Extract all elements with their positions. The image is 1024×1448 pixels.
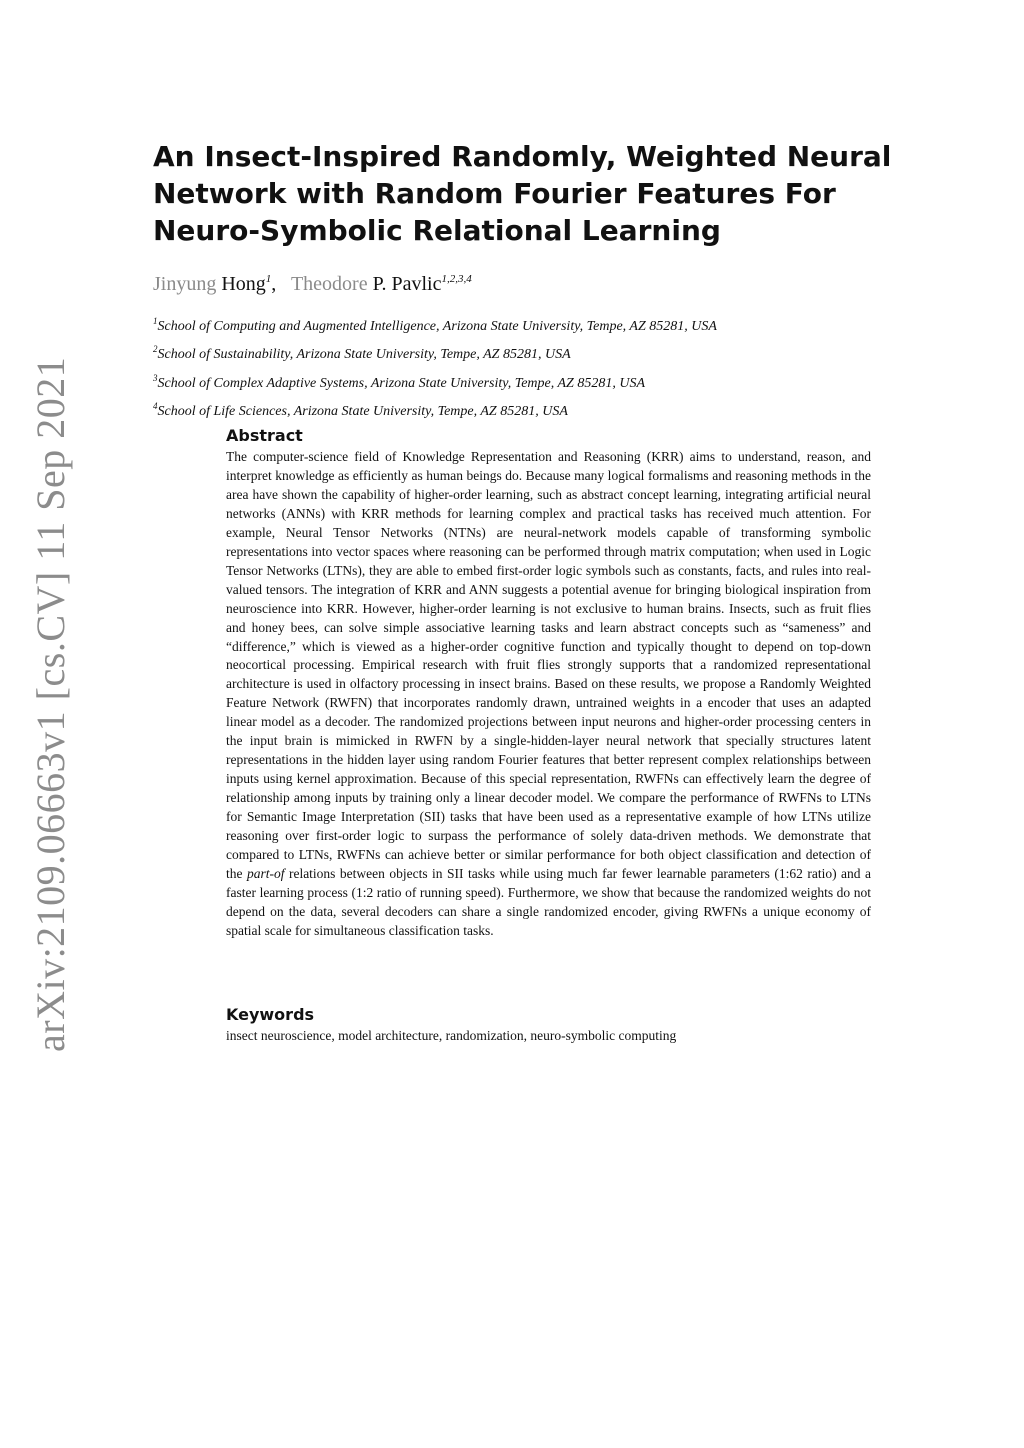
affiliation-3-number: 3 — [153, 372, 158, 383]
keywords-heading: Keywords — [226, 1005, 315, 1024]
affiliation-3-text: School of Complex Adaptive Systems, Arizona State University, Tempe, AZ 85281, USA — [157, 375, 645, 391]
affiliation-2-number: 2 — [153, 344, 158, 355]
author-2-given-name: Theodore — [290, 273, 368, 295]
affiliation-4-number: 4 — [153, 400, 158, 411]
abstract-text-part-1: The computer-science field of Knowledge Representation and Reasoning (KRR) aims to understand, reason, and interpret knowledge as efficiently as human beings do. Because many logical formalisms and reasoning methods in the area have shown the capability of higher-order learning, such as abstract concept learning, integrating artificial neural networks (ANNs) with KRR methods for learning complex and practical tasks has received much attention. For example, Neural Tensor Networks (NTNs) are neural-network models capable of transforming symbolic representations into vector spaces where reasoning can be performed through matrix computation; when used in Logic Tensor Networks (LTNs), they are able to embed first-order logic symbols such as constants, facts, and rules into real-valued tensors. The integration of KRR and ANN suggests a potential avenue for bringing biological inspiration from neuroscience into KRR. However, higher-order learning is not exclusive to human brains. Insects, such as fruit flies and honey bees, can solve simple associative learning tasks and learn abstract concepts such as “sameness” and “difference,” which is viewed as a higher-order cognitive function and typically thought to depend on top-down neocortical processing. Empirical research with fruit flies strongly supports that a randomized representational architecture is used in olfactory processing in insect brains. Based on these results, we propose a Randomly Weighted Feature Network (RWFN) that incorporates randomly drawn, untrained weights in a encoder that uses an adapted linear model as a decoder. The randomized projections between input neurons and higher-order processing centers in the input brain is mimicked in RWFN by a single-hidden-layer neural network that specially structures latent representations in the hidden layer using random Fourier features that better represent complex relationships between inputs using kernel approximation. Because of this special representation, RWFNs can effectively learn the degree of relationship among inputs by training only a linear decoder model. We compare the performance of RWFNs to LTNs for Semantic Image Interpretation (SII) tasks that have been used as a representative example of how LTNs utilize reasoning over first-order logic to surpass the performance of solely data-driven methods. We demonstrate that compared to LTNs, RWFNs can achieve better or similar performance for both object classification and detection of the — [226, 449, 871, 881]
affiliation-1-text: School of Computing and Augmented Intelligence, Arizona State University, Tempe, AZ 85281, USA — [157, 319, 717, 334]
author-2-affiliation-marker: 1,2,3,4 — [441, 273, 472, 285]
title-line-2: Network with Random Fourier Features For — [153, 177, 836, 210]
author-2 — [291, 273, 472, 295]
affiliation-4 — [153, 395, 717, 423]
abstract-heading: Abstract — [226, 426, 303, 445]
title-line-1: An Insect-Inspired Randomly, Weighted Neural — [153, 140, 892, 173]
affiliation-2 — [153, 338, 717, 366]
author-1 — [153, 273, 271, 295]
abstract-text-part-2: relations between objects in SII tasks while using much far fewer learnable parameters (1:62 ratio) and a faster learning process (1:2 ratio of running speed). Furthermore, we show that because the randomized weights do not depend on the data, several decoders can share a single randomized encoder, giving RWFNs a unique economy of spatial scale for simultaneous classification tasks. — [226, 865, 871, 938]
affiliation-2-text: School of Sustainability, Arizona State University, Tempe, AZ 85281, USA — [157, 347, 571, 363]
affiliation-3 — [153, 367, 717, 395]
author-1-family-name: Hong — [221, 273, 266, 295]
abstract-text — [226, 448, 871, 941]
affiliation-4-text: School of Life Sciences, Arizona State University, Tempe, AZ 85281, USA — [157, 403, 568, 419]
author-1-affiliation-marker: 1 — [265, 273, 272, 285]
abstract-emphasis-part-of: part-of — [246, 865, 285, 881]
keywords-text: insect neuroscience, model architecture, randomization, neuro-symbolic computing — [226, 1028, 677, 1043]
author-2-family-name: P. Pavlic — [372, 273, 442, 295]
affiliation-list — [153, 310, 717, 423]
title-line-3: Neuro-Symbolic Relational Learning — [153, 214, 721, 247]
affiliation-1-number: 1 — [153, 316, 158, 326]
arxiv-identifier-stamp: arXiv:2109.06663v1 [cs.CV] 11 Sep 2021 — [28, 356, 73, 1052]
author-list: Jinyung Hong$^1$, Theodore P. Pavlic$^{1,2,3,4}$ — [153, 273, 472, 295]
paper-title — [153, 138, 892, 249]
affiliation-1 — [153, 310, 717, 338]
author-1-given-name: Jinyung — [153, 273, 217, 295]
